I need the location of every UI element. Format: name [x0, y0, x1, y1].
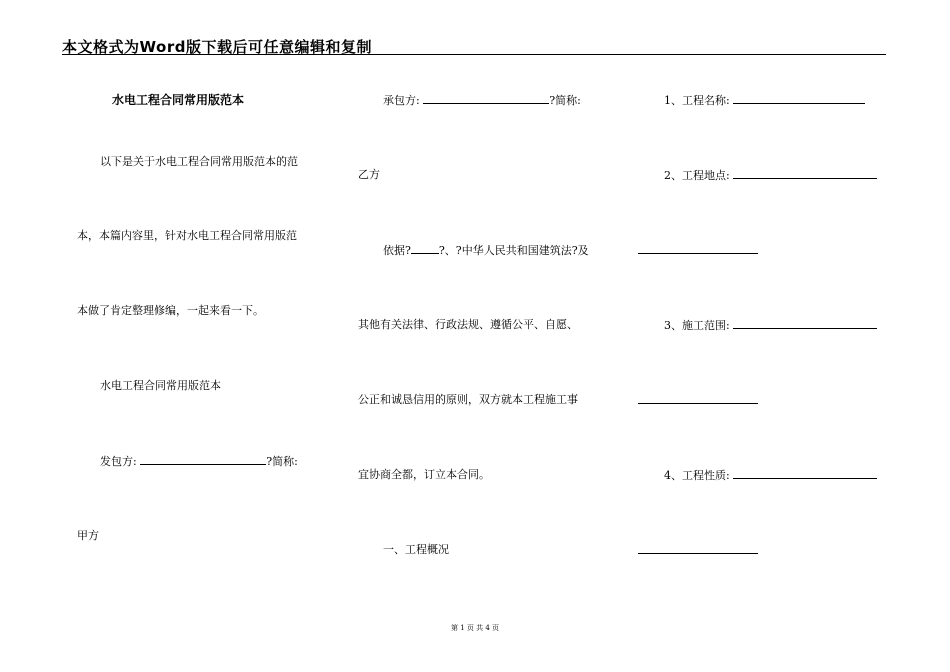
- doc-title: 水电工程合同常用版范本: [112, 93, 245, 107]
- page-footer: 第 1 页 共 4 页: [450, 624, 500, 632]
- basis-line-4: 宜协商全都，订立本合同。: [358, 468, 490, 481]
- employer-short-label: ?简称:: [266, 455, 298, 468]
- item-project-nature: [664, 468, 877, 483]
- intro-line-3: 本做了肯定整理修编，一起来看一下。: [77, 304, 264, 317]
- construction-scope-blank: [733, 318, 877, 329]
- item-project-nature-label: 4、工程性质:: [664, 469, 730, 482]
- employer-label: 发包方:: [100, 455, 137, 468]
- item-project-location-label: 2、工程地点:: [664, 169, 730, 182]
- item-construction-scope: [664, 318, 877, 333]
- item-construction-scope-label: 3、施工范围:: [664, 319, 730, 332]
- blank-line: [638, 553, 758, 554]
- employer-blank: [140, 454, 266, 465]
- project-nature-blank: [733, 468, 877, 479]
- section-heading-1: 一、工程概况: [383, 543, 449, 556]
- contractor-blank: [423, 93, 549, 104]
- contractor-label: 承包方:: [383, 94, 420, 107]
- project-name-blank: [733, 93, 865, 104]
- party-a: 甲方: [77, 529, 99, 542]
- item-project-name-label: 1、工程名称:: [664, 94, 730, 107]
- basis-prefix: 依据?: [383, 244, 411, 257]
- basis-line-3: 公正和诚恳信用的原则，双方就本工程施工事: [358, 393, 578, 406]
- basis-suffix: ?、?中华人民共和国建筑法?及: [438, 244, 589, 257]
- header-rule: [62, 54, 886, 55]
- intro-line-1: 以下是关于水电工程合同常用版范本的范: [100, 155, 298, 168]
- doc-subtitle: 水电工程合同常用版范本: [100, 379, 221, 392]
- contractor-line: [383, 93, 581, 108]
- item-project-location: [664, 168, 877, 183]
- project-location-blank: [733, 168, 877, 179]
- party-b: 乙方: [358, 168, 380, 181]
- contractor-short-label: ?简称:: [549, 94, 581, 107]
- basis-blank: [411, 243, 439, 254]
- item-project-name: [664, 93, 865, 108]
- blank-line: [638, 253, 758, 254]
- basis-line-1: [383, 243, 589, 258]
- basis-line-2: 其他有关法律、行政法规、遵循公平、自愿、: [358, 318, 578, 331]
- employer-line: [100, 454, 298, 469]
- blank-line: [638, 403, 758, 404]
- intro-line-2: 本，本篇内容里，针对水电工程合同常用版范: [77, 229, 297, 242]
- document-header: 本文格式为Word版下载后可任意编辑和复制: [62, 38, 372, 56]
